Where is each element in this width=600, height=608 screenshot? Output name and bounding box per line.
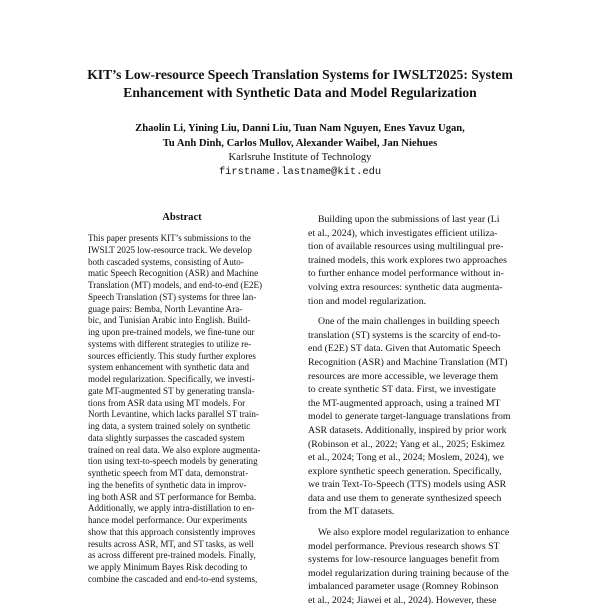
paragraph <box>308 526 534 608</box>
body-line: the MT-augmented approach, using a trained MT <box>308 397 501 409</box>
abstract-line: tion using text-to-speech models by generating <box>88 456 258 467</box>
body-line: We also explore model regularization to enhance <box>318 527 510 539</box>
paragraph <box>308 315 534 519</box>
title-line: KIT’s Low-resource Speech Translation Systems for IWSLT2025: System <box>87 67 513 82</box>
body-line: et al., 2024; Tong et al., 2024; Moslem, 2024), we <box>308 452 504 464</box>
body-line: tion of available resources using multilingual pre- <box>308 241 504 253</box>
abstract-line: ing the benefits of synthetic data in improv- <box>88 479 247 490</box>
abstract-line: both cascaded systems, consisting of Auto- <box>88 256 244 267</box>
abstract-line: combine the cascaded and end-to-end systems, <box>88 573 258 584</box>
body-line: to further enhance model performance without in- <box>308 268 504 280</box>
abstract-line: synthetic speech from MT data, demonstrat- <box>88 468 249 478</box>
abstract-line: as across different pre-trained models. Finally, <box>88 550 256 561</box>
abstract-line: Speech Translation (ST) systems for three lan- <box>88 291 257 302</box>
affiliation: Karlsruhe Institute of Technology <box>228 152 372 163</box>
abstract-line: data slightly surpasses the cascaded system <box>88 432 245 443</box>
body-line: imbalanced parameter usage (Romney Robinson <box>308 581 499 593</box>
body-line: ASR datasets. Additionally, inspired by prior work <box>308 424 507 436</box>
abstract-line: system enhancement with synthetic data and <box>88 362 250 373</box>
abstract-line: show that this approach consistently improves <box>88 526 256 537</box>
abstract-line: matic Speech Recognition (ASR) and Machine <box>88 268 259 279</box>
body-line: volving extra resources: synthetic data augmenta- <box>308 281 503 293</box>
abstract-line: gate MT-augmented ST by generating transla- <box>88 385 255 396</box>
abstract-line: Translation (MT) models, and end-to-end (E2E) <box>88 280 263 290</box>
title-line: Enhancement with Synthetic Data and Model Regularization <box>123 85 477 100</box>
body-line: et al., 2024; Jiawei et al., 2024). However, these <box>308 595 497 607</box>
author-list <box>40 122 560 151</box>
abstract-line: model regularization. Specifically, we investi- <box>88 374 255 384</box>
body-line: to create synthetic ST data. First, we investigate <box>308 384 496 396</box>
body-line: systems for low-resource languages benefit from <box>308 554 500 566</box>
abstract-line: IWSLT 2025 low-resource track. We develop <box>88 244 252 255</box>
abstract-line: bic, and Tunisian Arabic into English. Build- <box>88 315 251 326</box>
abstract-line: results across ASR, MT, and ST tasks, as well <box>88 538 254 549</box>
body-line: from the MT datasets. <box>308 506 395 518</box>
body-line: data and use them to generate synthesized speech <box>308 492 502 504</box>
abstract-line: we apply Minimum Bayes Risk decoding to <box>88 562 248 572</box>
body-line: model to generate target-language translations from <box>308 411 511 423</box>
body-line: et al., 2024), which investigates efficient utiliza- <box>308 227 498 239</box>
body-line: Building upon the submissions of last year (Li <box>318 214 500 225</box>
abstract-line: sources efficiently. This study further explores <box>88 350 256 361</box>
body-line: model performance. Previous research shows ST <box>308 540 500 552</box>
body-line: trained models, this work explores two approaches <box>308 254 507 266</box>
body-line: Recognition (ASR) and Machine Translation (MT) <box>308 356 508 368</box>
abstract-line: ing both ASR and ST performance for Bemba. <box>88 491 257 502</box>
body-line: we train Text-To-Speech (TTS) models using ASR <box>308 479 507 491</box>
abstract-heading: Abstract <box>162 212 202 223</box>
body-line: model regularization during training because of the <box>308 567 509 579</box>
abstract-line: ing upon pre-trained models, we fine-tune our <box>88 327 255 337</box>
author-line: Tu Anh Dinh, Carlos Mullov, Alexander Waibel, Jan Niehues <box>162 137 438 149</box>
body-line: One of the main challenges in building speech <box>318 316 500 328</box>
abstract-line: systems with different strategies to utilize re- <box>88 338 252 349</box>
body-line: translation (ST) systems is the scarcity of end-to- <box>308 329 501 341</box>
abstract-line: trained on real data. We also explore augmenta- <box>88 444 261 455</box>
body-line: explore synthetic speech generation. Specifically, <box>308 465 502 477</box>
abstract-line: tions from ASR data using MT models. For <box>88 397 246 408</box>
abstract-line: ing data, a system trained solely on synthetic <box>88 421 251 431</box>
abstract-line: hance model performance. Our experiments <box>88 515 248 525</box>
body-line: tion and model regularization. <box>308 295 427 307</box>
abstract-line: North Levantine, which lacks parallel ST train- <box>88 409 259 420</box>
author-line: Zhaolin Li, Yining Liu, Danni Liu, Tuan Nam Nguyen, Enes Yavuz Ugan, <box>135 123 465 134</box>
body-line: end (E2E) ST data. Given that Automatic Speech <box>308 343 501 355</box>
contact-email: firstname.lastname@kit.edu <box>218 166 382 178</box>
abstract-line: guage pairs: Bemba, North Levantine Ara- <box>88 303 243 314</box>
body-line: (Robinson et al., 2022; Yang et al., 2025; Eskimez <box>308 438 505 450</box>
body-line: resources are more accessible, we leverage them <box>308 370 499 382</box>
abstract-body <box>88 233 276 586</box>
introduction-column <box>308 213 534 608</box>
paragraph <box>308 213 534 308</box>
abstract-line: Additionally, we apply intra-distillation to en- <box>88 503 255 514</box>
paper-title <box>40 66 560 102</box>
abstract-line: This paper presents KIT’s submissions to the <box>88 233 251 243</box>
